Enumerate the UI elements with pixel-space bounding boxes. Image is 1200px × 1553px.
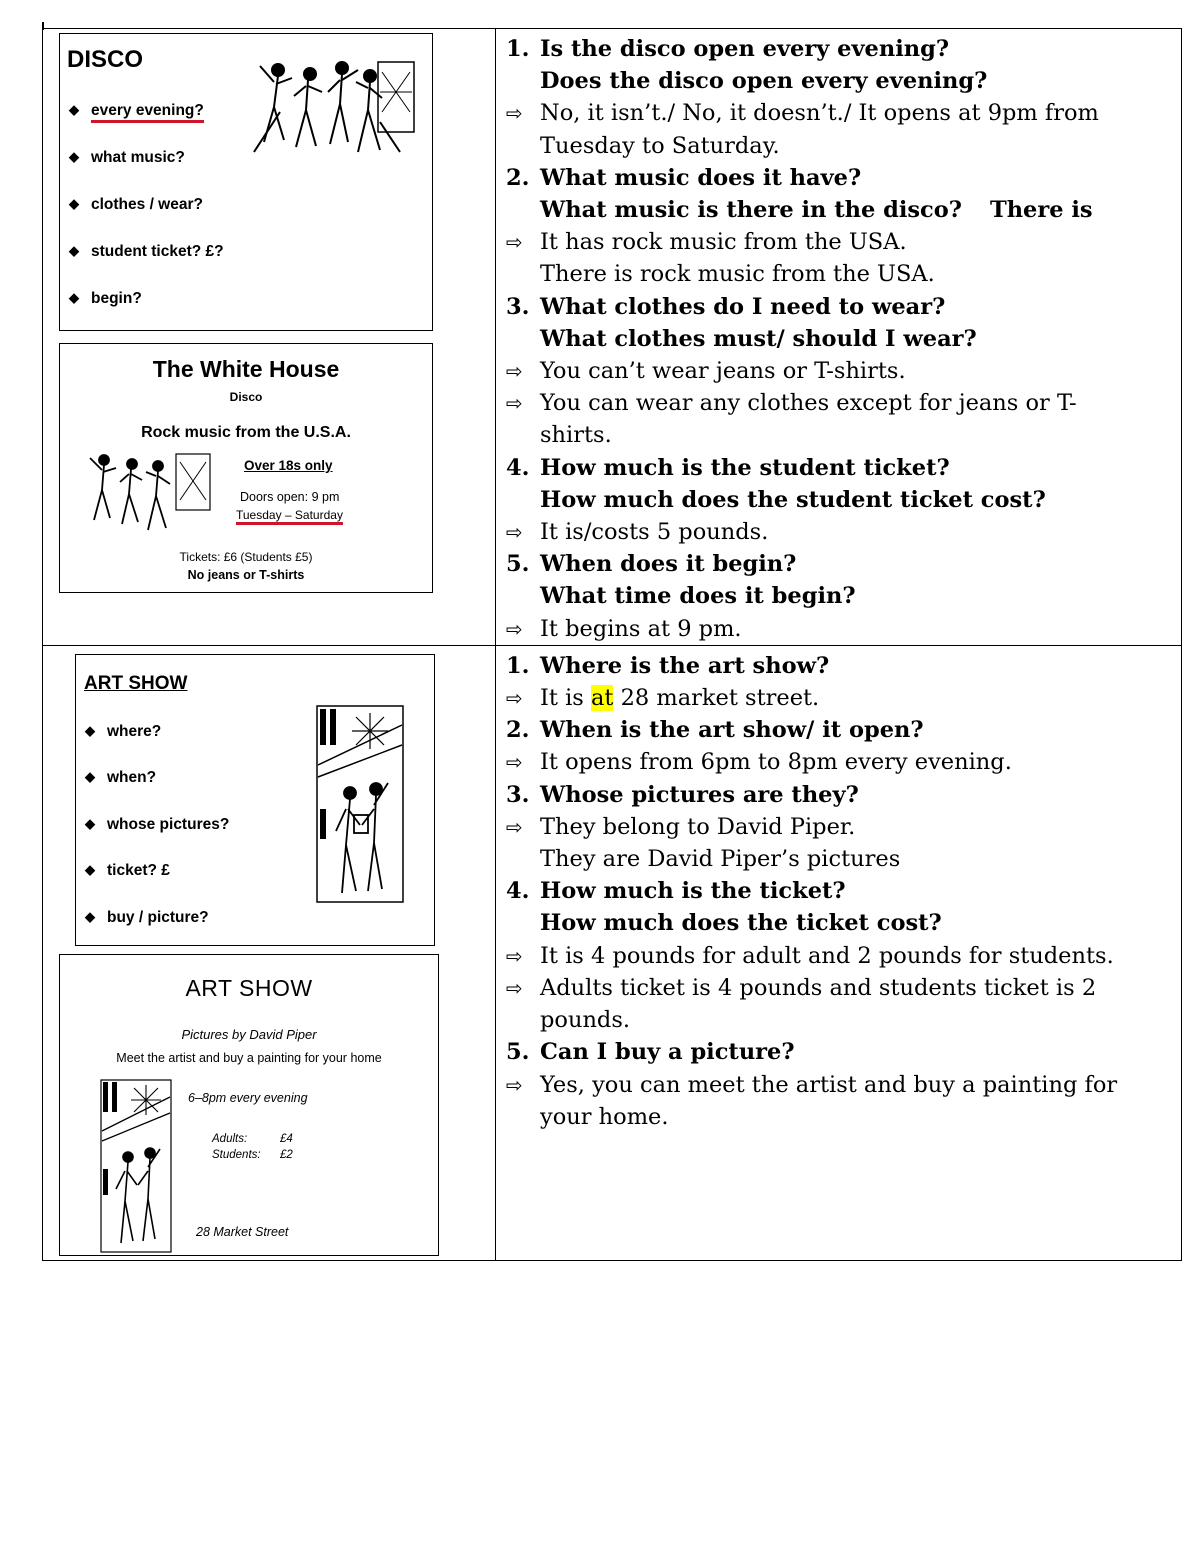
question-line: 1. Where is the art show?: [540, 650, 1181, 682]
bullet-item: [85, 909, 229, 956]
right-arrow-icon: ⇨: [506, 750, 523, 775]
answer-line: ⇨ Adults ticket is 4 pounds and students ticket is 2: [540, 972, 1181, 1004]
poster-gallery-illustration: [100, 1079, 172, 1253]
art-poster-meet: Meet the artist and buy a painting for your home: [116, 1050, 382, 1065]
diamond-bullet-icon: ◆: [85, 722, 95, 738]
bullet-item: [85, 723, 229, 770]
answer-line: There is rock music from the USA.: [540, 261, 935, 288]
question-number: 1.: [506, 652, 530, 679]
right-arrow-icon: ⇨: [506, 616, 523, 641]
students-label: Students:: [212, 1148, 261, 1161]
question-line: What music is there in the disco? There is: [540, 197, 1093, 224]
bullet-item: [69, 290, 224, 337]
diamond-bullet-icon: ◆: [69, 149, 79, 164]
bullet-label: every evening?: [91, 102, 204, 123]
art-card-title: ART SHOW: [84, 672, 188, 694]
question-number: 1.: [506, 36, 530, 62]
question-line: 2. What music does it have?: [540, 162, 1181, 194]
question-line: What time does it begin?: [540, 583, 856, 610]
bullet-label: buy / picture?: [107, 908, 209, 926]
question-number: 3.: [506, 293, 530, 320]
row-disco: [43, 29, 1182, 646]
poster-venue-name: The White House: [152, 356, 340, 382]
worksheet-table: [42, 28, 1182, 1261]
bullet-item: [69, 196, 224, 243]
answer-line: ⇨ It is at 28 market street.: [540, 682, 1181, 714]
diamond-bullet-icon: ◆: [85, 815, 95, 831]
bullet-label: where?: [107, 722, 162, 740]
question-number: 5.: [506, 1039, 530, 1066]
bullet-item: [85, 862, 229, 909]
question-line: 5. Can I buy a picture?: [540, 1036, 1181, 1068]
question-number: 3.: [506, 781, 530, 808]
diamond-bullet-icon: ◆: [69, 102, 79, 117]
question-line: What clothes must/ should I wear?: [540, 325, 977, 352]
poster-days: Tuesday – Saturday: [236, 508, 343, 525]
gallery-illustration: [316, 705, 404, 903]
art-bullet-list: [85, 723, 229, 956]
bullet-label: begin?: [91, 290, 142, 307]
students-price: £2: [280, 1148, 293, 1161]
diamond-bullet-icon: ◆: [69, 290, 79, 305]
art-answers-cell: [496, 645, 1182, 1260]
question-line: Does the disco open every evening?: [540, 68, 988, 95]
diamond-bullet-icon: ◆: [69, 243, 79, 258]
highlighted-word: at: [590, 685, 614, 712]
bullet-label: ticket? £: [107, 862, 170, 880]
bullet-label: what music?: [91, 149, 185, 166]
question-number: 4.: [506, 878, 530, 905]
bullet-item: [69, 149, 224, 196]
answer-line: ⇨ They belong to David Piper.: [540, 811, 1181, 843]
answer-line: They are David Piper’s pictures: [540, 846, 901, 873]
disco-card-title: DISCO: [67, 46, 144, 73]
question-number: 4.: [506, 454, 530, 481]
poster-subtitle: Disco: [229, 390, 263, 404]
question-number: 5.: [506, 551, 530, 578]
right-arrow-icon: ⇨: [506, 686, 523, 711]
question-line: 4. How much is the ticket?: [540, 875, 1181, 907]
diamond-bullet-icon: ◆: [85, 908, 95, 924]
bullet-label: whose pictures?: [107, 815, 230, 833]
question-line: 5. When does it begin?: [540, 548, 1181, 580]
answer-line: ⇨ It begins at 9 pm.: [540, 613, 1181, 645]
right-arrow-icon: ⇨: [506, 101, 523, 126]
disco-bullet-list: [69, 102, 224, 337]
bullet-item: [69, 102, 224, 149]
poster-dress-code: No jeans or T-shirts: [187, 568, 305, 582]
adults-label: Adults:: [212, 1132, 248, 1145]
right-arrow-icon: ⇨: [506, 943, 523, 968]
right-arrow-icon: ⇨: [506, 520, 523, 545]
art-poster-title: ART SHOW: [185, 974, 313, 1001]
poster-age: Over 18s only: [244, 458, 333, 473]
poster-dancers-illustration: [84, 448, 214, 536]
poster-tickets: Tickets: £6 (Students £5): [179, 550, 313, 564]
art-left-cell: [43, 645, 496, 1260]
art-answer-list: [496, 646, 1181, 1133]
answer-line: pounds.: [540, 1007, 631, 1034]
disco-answers-cell: [496, 29, 1182, 646]
right-arrow-icon: ⇨: [506, 1072, 523, 1097]
right-arrow-icon: ⇨: [506, 975, 523, 1000]
question-line: How much does the student ticket cost?: [540, 486, 1046, 513]
art-poster-byline: Pictures by David Piper: [181, 1026, 317, 1042]
art-poster: [59, 954, 439, 1256]
answer-line: ⇨ It is 4 pounds for adult and 2 pounds for students.: [540, 940, 1181, 972]
poster-music: Rock music from the U.S.A.: [141, 424, 351, 441]
question-number: 2.: [506, 164, 530, 191]
bullet-label: when?: [107, 769, 157, 787]
bullet-label: student ticket? £?: [91, 243, 224, 260]
diamond-bullet-icon: ◆: [85, 769, 95, 785]
bullet-item: [69, 243, 224, 290]
row-art-show: [43, 645, 1182, 1260]
right-arrow-icon: ⇨: [506, 230, 523, 255]
answer-line: shirts.: [540, 422, 612, 449]
adults-price: £4: [280, 1132, 293, 1145]
question-line: 2. When is the art show/ it open?: [540, 714, 1181, 746]
question-line: 1. Is the disco open every evening?: [540, 33, 1181, 65]
answer-line: Tuesday to Saturday.: [540, 132, 780, 159]
question-line: 4. How much is the student ticket?: [540, 452, 1181, 484]
question-line: How much does the ticket cost?: [540, 910, 942, 937]
answer-line: ⇨ It has rock music from the USA.: [540, 226, 1181, 258]
bullet-label: clothes / wear?: [91, 196, 203, 213]
diamond-bullet-icon: ◆: [85, 862, 95, 878]
dancers-illustration: [250, 52, 420, 162]
art-prompt-card: [75, 654, 435, 946]
answer-line: ⇨ No, it isn’t./ No, it doesn’t./ It opens at 9pm from: [540, 97, 1181, 129]
right-arrow-icon: ⇨: [506, 391, 523, 416]
answer-line: ⇨ Yes, you can meet the artist and buy a painting for: [540, 1069, 1181, 1101]
answer-line: ⇨ You can wear any clothes except for jeans or T-: [540, 387, 1181, 419]
answer-line: ⇨ It opens from 6pm to 8pm every evening.: [540, 746, 1181, 778]
disco-poster: [59, 343, 433, 593]
poster-doors: Doors open: 9 pm: [240, 490, 340, 504]
answer-line: your home.: [540, 1103, 669, 1130]
answer-line: ⇨ You can’t wear jeans or T-shirts.: [540, 355, 1181, 387]
right-arrow-icon: ⇨: [506, 359, 523, 384]
bullet-item: [85, 769, 229, 816]
disco-prompt-card: [59, 33, 433, 331]
art-poster-time: 6–8pm every evening: [188, 1090, 308, 1105]
art-poster-address: 28 Market Street: [196, 1224, 289, 1239]
right-arrow-icon: ⇨: [506, 814, 523, 839]
question-number: 2.: [506, 717, 530, 744]
question-line: 3. Whose pictures are they?: [540, 779, 1181, 811]
disco-left-cell: [43, 29, 496, 646]
disco-answer-list: [496, 29, 1181, 645]
answer-line: ⇨ It is/costs 5 pounds.: [540, 516, 1181, 548]
question-line: 3. What clothes do I need to wear?: [540, 291, 1181, 323]
bullet-item: [85, 816, 229, 863]
diamond-bullet-icon: ◆: [69, 196, 79, 211]
